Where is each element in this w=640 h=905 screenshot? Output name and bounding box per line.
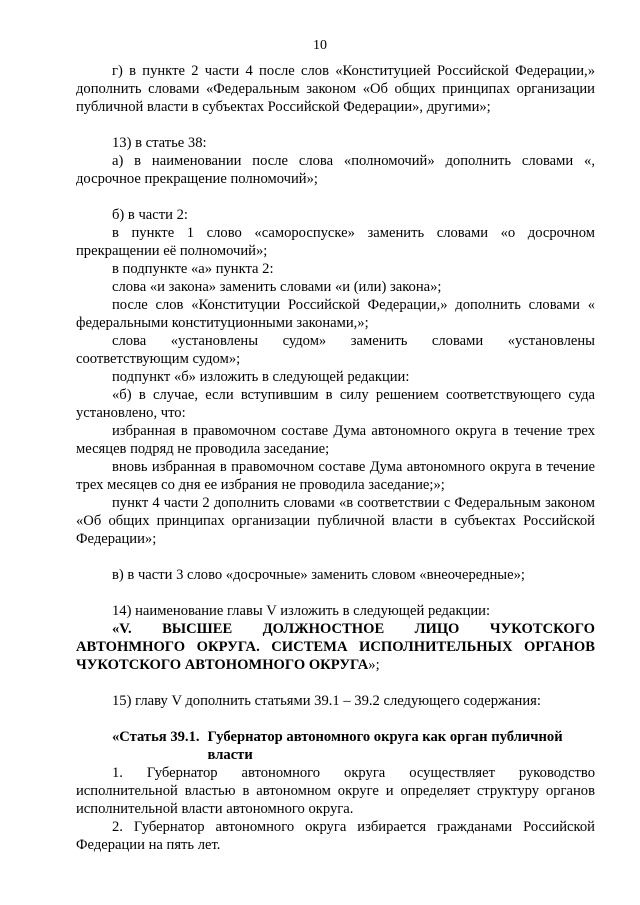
paragraph: слова «и закона» заменить словами «и (или) закона»; — [112, 279, 442, 295]
paragraph: в пункте 1 слово «самороспуске» заменить словами «о досрочном прекращении её полномочий»; — [76, 225, 595, 259]
paragraph: подпункт «б» изложить в следующей редакции: — [112, 369, 410, 385]
article-number: «Статья 39.1. — [112, 729, 200, 745]
paragraph: 15) главу V дополнить статьями 39.1 – 39.2 следующего содержания: — [112, 693, 541, 709]
paragraph: г) в пункте 2 части 4 после слов «Конституцией Российской Федерации,» дополнить словами «Федеральным законом «Об общих принципах организации публичной власти в субъектах Российской Федерации», другими»; — [76, 63, 595, 115]
chapter-heading-tail: »; — [368, 657, 380, 673]
paragraph: 2. Губернатор автономного округа избирается гражданами Российской Федерации на пять лет. — [76, 819, 595, 853]
paragraph: избранная в правомочном составе Дума автономного округа в течение трех месяцев подряд не проводила заседание; — [76, 423, 595, 457]
page-number: 10 — [313, 38, 327, 53]
paragraph: после слов «Конституции Российской Федерации,» дополнить словами « федеральными конституционными законами,»; — [76, 297, 595, 331]
paragraph: слова «установлены судом» заменить словами «установлены соответствующим судом»; — [76, 333, 595, 367]
paragraph: пункт 4 части 2 дополнить словами «в соответствии с Федеральным законом «Об общих принципах организации публичной власти в субъектах Российской Федерации»; — [76, 495, 595, 547]
paragraph: б) в части 2: — [112, 207, 188, 223]
paragraph: а) в наименовании после слова «полномочий» дополнить словами «, досрочное прекращение полномочий»; — [76, 153, 595, 187]
paragraph: в) в части 3 слово «досрочные» заменить словом «внеочередные»; — [112, 567, 525, 583]
paragraph: 1. Губернатор автономного округа осуществляет руководство исполнительной властью в автономном округе и определяет структуру органов исполнительной власти автономного округа. — [76, 765, 595, 817]
paragraph: в подпункте «а» пункта 2: — [112, 261, 274, 277]
document-body — [76, 62, 595, 854]
article-title: Губернатор автономного округа как орган публичной власти — [207, 729, 563, 763]
paragraph: 14) наименование главы V изложить в следующей редакции: — [112, 603, 491, 619]
paragraph: вновь избранная в правомочном составе Дума автономного округа в течение трех месяцев со дня ее избрания не проводила заседание;»; — [76, 459, 595, 493]
paragraph: «б) в случае, если вступившим в силу решением соответствующего суда установлено, что: — [76, 387, 595, 421]
paragraph: 13) в статье 38: — [112, 135, 207, 151]
article-heading — [76, 728, 595, 764]
chapter-heading-text: «V. ВЫСШЕЕ ДОЛЖНОСТНОЕ ЛИЦО ЧУКОТСКОГО АВТОНМНОГО ОКРУГА. СИСТЕМА ИСПОЛНИТЕЛЬНЫХ ОРГАНОВ ЧУКОТСКОГО АВТОНОМНОГО ОКРУГА — [76, 621, 595, 673]
chapter-heading — [76, 620, 595, 674]
